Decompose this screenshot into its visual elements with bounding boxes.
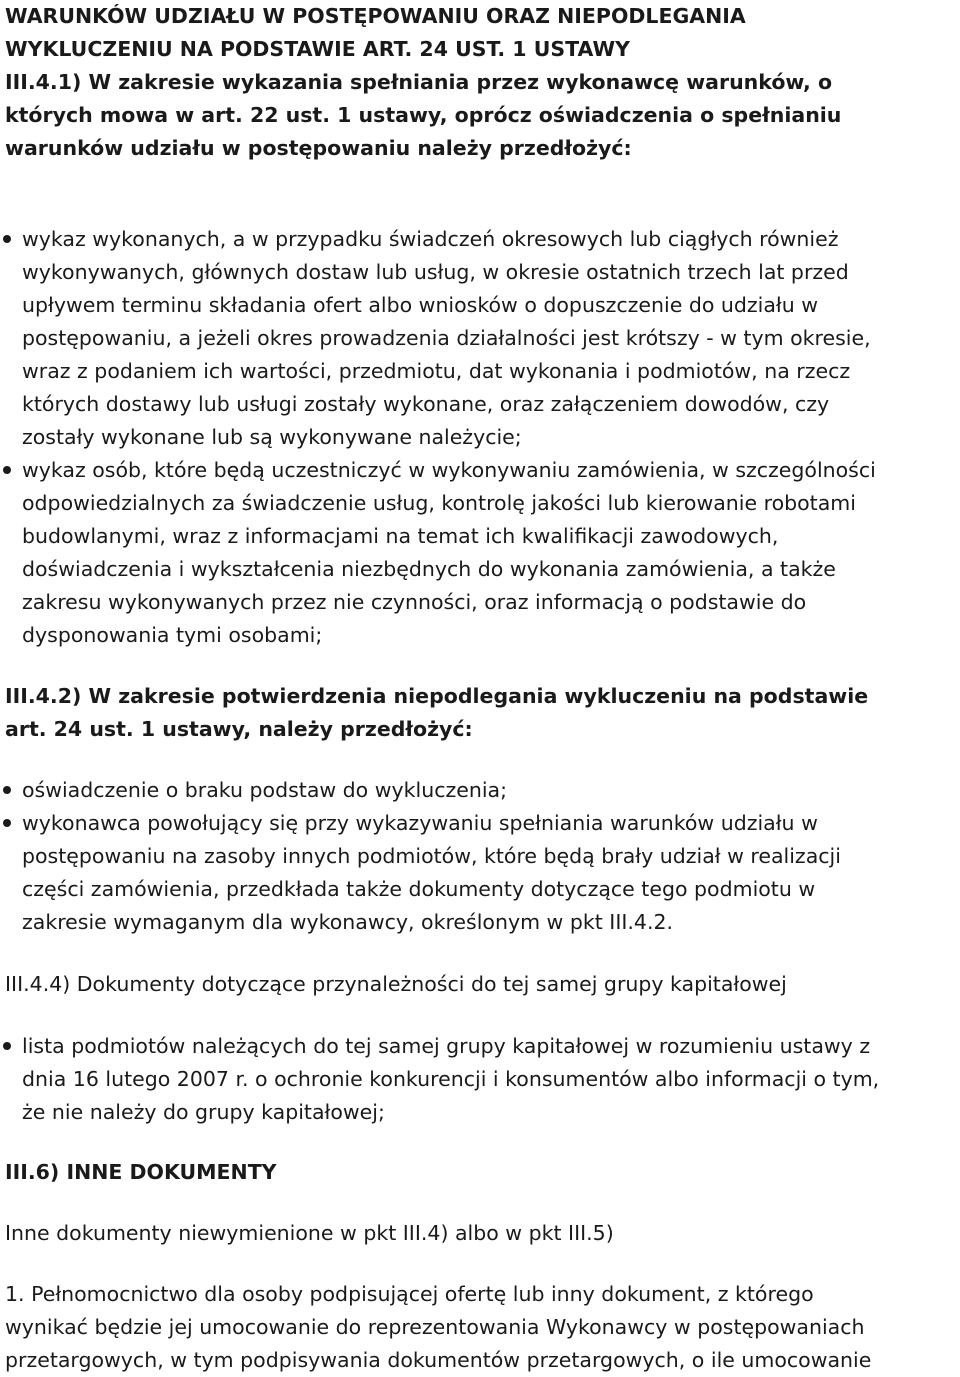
list-item: wykonawca powołujący się przy wykazywaniu spełniania warunków udziału w postępowaniu na zasoby innych podmiotów, które będą brały udział w realizacji części zamówienia, przedkłada także dokumenty dotyczące tego podmiotu w zakresie wymaganym dla wykonawcy, określonym w pkt III.4.2.	[0, 807, 841, 939]
requirements-list-2	[0, 774, 841, 939]
bullet-icon	[3, 786, 11, 794]
document-heading	[5, 0, 746, 66]
bullet-icon	[3, 235, 11, 243]
heading-line: art. 24 ust. 1 ustawy, należy przedłożyć:	[5, 717, 473, 741]
list-item: lista podmiotów należących do tej samej grupy kapitałowej w rozumieniu ustawy z dnia 16 lutego 2007 r. o ochronie konkurencji i konsumentów albo informacji o tym, że nie należy do grupy kapitałowej;	[0, 1030, 879, 1129]
list-item: wykaz wykonanych, a w przypadku świadczeń okresowych lub ciągłych również wykonywanych, głównych dostaw lub usług, w okresie ostatnich trzech lat przed upływem terminu składania ofert albo wniosków o dopuszczenie do udziału w postępowaniu, a jeżeli okres prowadzenia działalności jest krótszy - w tym okresie, wraz z podaniem ich wartości, przedmiotu, dat wykonania i podmiotów, na rzecz których dostawy lub usługi zostały wykonane, oraz załączeniem dowodów, czy zostały wykonane lub są wykonywane należycie;	[0, 223, 876, 454]
section-subheading: Inne dokumenty niewymienione w pkt III.4) albo w pkt III.5)	[5, 1221, 614, 1245]
heading-line: III.4.1) W zakresie wykazania spełniania przez wykonawcę warunków, o	[5, 70, 833, 94]
requirements-list-1	[0, 223, 876, 652]
body-paragraph: 1. Pełnomocnictwo dla osoby podpisującej ofertę lub inny dokument, z którego wynikać będzie jej umocowanie do reprezentowania Wykonawcy w postępowaniach przetargowych, w tym podpisywania dokumentów przetargowych, o ile umocowanie	[5, 1282, 872, 1372]
heading-line: WYKLUCZENIU NA PODSTAWIE ART. 24 UST. 1 USTAWY	[5, 37, 630, 61]
list-item: wykaz osób, które będą uczestniczyć w wykonywaniu zamówienia, w szczególności odpowiedzialnych za świadczenie usług, kontrolę jakości lub kierowanie robotami budowlanymi, wraz z informacjami na temat ich kwalifikacji zawodowych, doświadczenia i wykształcenia niezbędnych do wykonania zamówienia, a także zakresu wykonywanych przez nie czynności, oraz informacją o podstawie do dysponowania tymi osobami;	[0, 454, 876, 652]
requirements-list-3	[0, 1030, 879, 1129]
heading-line: WARUNKÓW UDZIAŁU W POSTĘPOWANIU ORAZ NIEPODLEGANIA	[5, 4, 746, 28]
heading-line: których mowa w art. 22 ust. 1 ustawy, oprócz oświadczenia o spełnianiu	[5, 103, 842, 127]
section-heading-iii-4-2	[5, 680, 868, 746]
list-item: oświadczenie o braku podstaw do wykluczenia;	[0, 774, 841, 807]
bullet-icon	[3, 466, 11, 474]
section-heading-iii-6: III.6) INNE DOKUMENTY	[5, 1160, 277, 1184]
bullet-icon	[3, 819, 11, 827]
heading-line: III.4.2) W zakresie potwierdzenia niepodlegania wykluczeniu na podstawie	[5, 684, 869, 708]
heading-line: warunków udziału w postępowaniu należy przedłożyć:	[5, 136, 632, 160]
section-heading-iii-4-4: III.4.4) Dokumenty dotyczące przynależności do tej samej grupy kapitałowej	[5, 972, 787, 996]
bullet-icon	[3, 1042, 11, 1050]
section-heading-iii-4-1	[5, 66, 841, 165]
